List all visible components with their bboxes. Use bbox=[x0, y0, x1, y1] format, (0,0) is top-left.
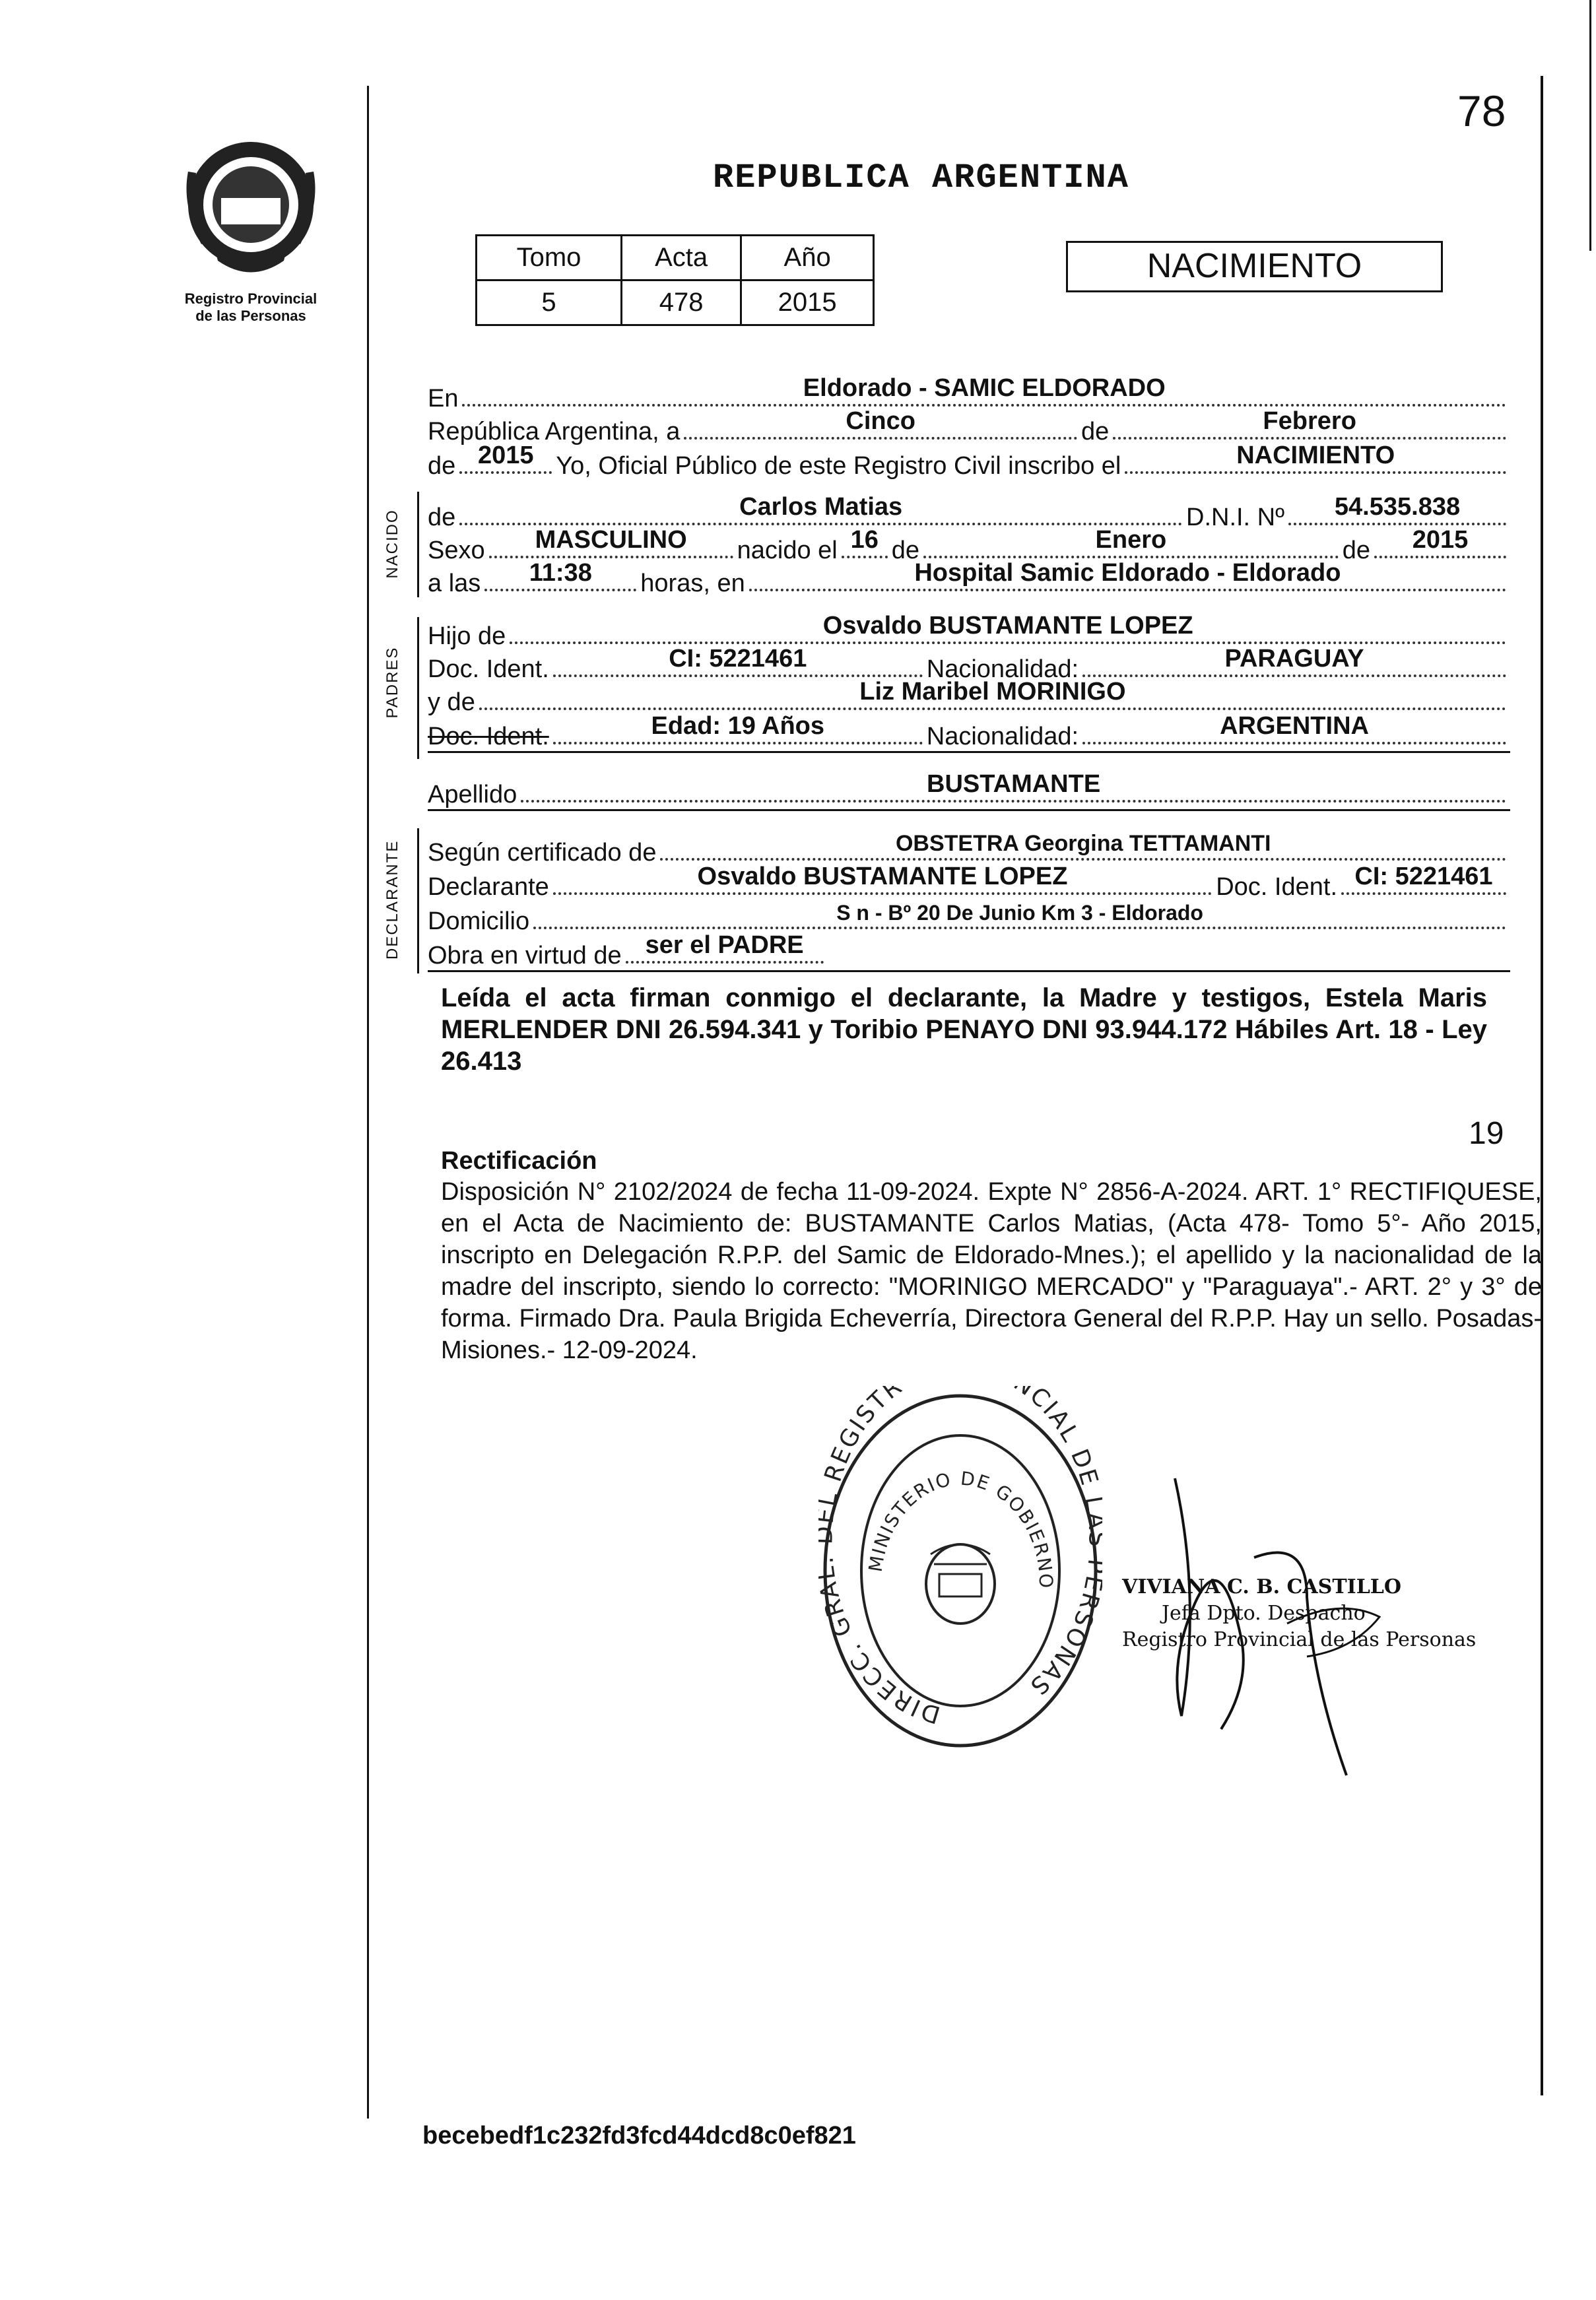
madre-value: Liz Maribel MORINIGO bbox=[859, 678, 1126, 706]
signature-office: Registro Provincial de las Personas bbox=[1122, 1628, 1477, 1651]
nacido-anio: 2015 bbox=[1412, 526, 1469, 554]
madre-doc-label-struck: Doc. Ident. bbox=[428, 723, 549, 750]
table-value-tomo: 5 bbox=[477, 280, 622, 325]
en-value: Eldorado - SAMIC ELDORADO bbox=[803, 374, 1166, 402]
oficial-text: Yo, Oficial Público de este Registro Civil inscribo el bbox=[556, 452, 1121, 480]
lugar-value: Hospital Samic Eldorado - Eldorado bbox=[914, 559, 1341, 587]
en-label: En bbox=[428, 385, 459, 412]
obra-value: ser el PADRE bbox=[645, 931, 804, 959]
hora-label: a las bbox=[428, 570, 481, 597]
apellido-label: Apellido bbox=[428, 781, 517, 808]
table-header-tomo: Tomo bbox=[477, 236, 622, 280]
nombre-label: de bbox=[428, 504, 456, 531]
tomo-acta-anio-table bbox=[475, 234, 875, 326]
closing-paragraph: Leída el acta firman conmigo el declarante, la Madre y testigos, Estela Maris MERLENDER DNI 26.594.341 y Toribio PENAYO DNI 93.944.172 Hábiles Art. 18 - Ley 26.413 bbox=[441, 983, 1487, 1076]
section-label-padres: PADRES bbox=[383, 646, 401, 719]
nombre-value: Carlos Matias bbox=[739, 493, 903, 521]
de-label: de bbox=[1081, 418, 1110, 445]
nacido-de1: de bbox=[891, 537, 920, 564]
signature-block bbox=[1122, 1574, 1476, 1653]
svg-text:MINISTERIO DE GOBIERNO bbox=[865, 1467, 1057, 1589]
nacido-de2: de bbox=[1342, 537, 1370, 564]
signature-title: Jefa Dpto. Despacho bbox=[1162, 1602, 1366, 1625]
document-title: REPUBLICA ARGENTINA bbox=[713, 158, 1129, 197]
section-label-declarante: DECLARANTE bbox=[383, 839, 401, 960]
republica-label: República Argentina, a bbox=[428, 418, 681, 445]
dni-value: 54.535.838 bbox=[1334, 493, 1461, 521]
obra-label: Obra en virtud de bbox=[428, 942, 622, 969]
section-label-nacido: NACIDO bbox=[383, 509, 401, 579]
line-domicilio bbox=[428, 899, 1510, 936]
declarante-bracket bbox=[417, 828, 419, 973]
line-obra bbox=[428, 933, 1510, 972]
rectification-number: 19 bbox=[1469, 1116, 1504, 1151]
declarante-value: Osvaldo BUSTAMANTE LOPEZ bbox=[697, 863, 1068, 890]
padre-nac-label: Nacionalidad: bbox=[926, 655, 1079, 683]
stamp-coat-of-arms-icon bbox=[926, 1544, 995, 1624]
table-value-acta: 478 bbox=[622, 280, 741, 325]
line-madre bbox=[428, 680, 1510, 717]
left-margin-rule bbox=[367, 86, 369, 2119]
anio-value: 2015 bbox=[478, 442, 534, 469]
dni-label: D.N.I. Nº bbox=[1186, 504, 1284, 531]
madre-edad: Edad: 19 Años bbox=[651, 712, 825, 740]
horas-label: horas, en bbox=[640, 570, 745, 597]
table-header-acta: Acta bbox=[622, 236, 741, 280]
padre-doc-label: Doc. Ident. bbox=[428, 655, 549, 683]
sexo-value: MASCULINO bbox=[535, 526, 687, 554]
padre-nac-value: PARAGUAY bbox=[1224, 645, 1364, 673]
line-oficial bbox=[428, 444, 1510, 480]
declarante-label: Declarante bbox=[428, 873, 549, 901]
certificado-value: OBSTETRA Georgina TETTAMANTI bbox=[895, 831, 1271, 856]
page-number: 78 bbox=[1457, 86, 1506, 135]
logo-caption bbox=[168, 290, 333, 325]
hora-value: 11:38 bbox=[529, 559, 592, 587]
logo-caption-line1: Registro Provincial bbox=[184, 290, 317, 307]
right-margin-rule bbox=[1541, 76, 1543, 2095]
line-apellido bbox=[428, 772, 1510, 811]
table-header-anio: Año bbox=[741, 236, 874, 280]
yde-label: y de bbox=[428, 688, 475, 716]
nacido-label: nacido el bbox=[737, 537, 838, 564]
apellido-value: BUSTAMANTE bbox=[927, 770, 1101, 798]
de-prefix: de bbox=[428, 452, 456, 480]
stamp-ring-text: DIRECC. GR REGISTR CIAL DE RSONAS bbox=[818, 1386, 1102, 1728]
domicilio-value: S n - Bº 20 De Junio Km 3 - Eldorado bbox=[836, 901, 1203, 925]
stamp-inner-text: MINISTERIO DE GOBIERNO bbox=[864, 1467, 1057, 1590]
decl-doc-label: Doc. Ident. bbox=[1216, 873, 1337, 901]
line-republica bbox=[428, 409, 1510, 446]
padre-value: Osvaldo BUSTAMANTE LOPEZ bbox=[822, 612, 1193, 640]
official-stamp bbox=[818, 1386, 1102, 1756]
decl-doc-value: CI: 5221461 bbox=[1354, 863, 1493, 890]
mes-value: Febrero bbox=[1263, 407, 1356, 435]
line-declarante bbox=[428, 865, 1510, 902]
right-edge-mark bbox=[1589, 0, 1591, 251]
padres-bracket bbox=[417, 617, 419, 759]
nacido-dia: 16 bbox=[850, 526, 879, 554]
rectification-title: Rectificación bbox=[441, 1147, 597, 1175]
madre-nac-label: Nacionalidad: bbox=[926, 723, 1079, 750]
signature-name: VIVIANA C. B. CASTILLO bbox=[1122, 1575, 1402, 1598]
certificado-label: Según certificado de bbox=[428, 839, 657, 867]
rectification-body: Disposición N° 2102/2024 de fecha 11-09-2024. Expte N° 2856-A-2024. ART. 1° RECTIFIQUESE, en el Acta de Nacimiento de: BUSTAMANTE Carlos Matias, (Acta 478- Tomo 5°- Año 2015, inscripto en Delegación R.P.P. del Samic de Eldorado-Mnes.); el apellido y la nacionalidad de la madre del inscripto, siendo lo correcto: "MORINIGO MERCADO" y "Paraguaya".- ART. 2° y 3° de forma. Firmado Dra. Paula Brigida Echeverría, Directora General del R.P.P. Hay un sello. Posadas- Misiones.- 12-09-2024. bbox=[441, 1178, 1542, 1364]
line-certificado bbox=[428, 830, 1510, 867]
padre-doc-value: CI: 5221461 bbox=[669, 645, 807, 673]
inscribo-value: NACIMIENTO bbox=[1236, 442, 1395, 469]
table-value-anio: 2015 bbox=[741, 280, 874, 325]
line-hora bbox=[428, 561, 1510, 598]
footer-hash: becebedf1c232fd3fcd44dcd8c0ef821 bbox=[422, 2122, 856, 2150]
logo-caption-line2: de las Personas bbox=[195, 308, 306, 324]
provincial-seal-logo bbox=[168, 132, 333, 284]
sexo-label: Sexo bbox=[428, 537, 485, 564]
line-madre-doc bbox=[428, 714, 1510, 753]
nacido-mes: Enero bbox=[1095, 526, 1167, 554]
madre-nac-value: ARGENTINA bbox=[1220, 712, 1369, 740]
hijo-label: Hijo de bbox=[428, 622, 506, 650]
domicilio-label: Domicilio bbox=[428, 907, 530, 935]
nacido-bracket bbox=[417, 492, 419, 597]
record-type-box: NACIMIENTO bbox=[1066, 241, 1443, 292]
dia-value: Cinco bbox=[846, 407, 915, 435]
